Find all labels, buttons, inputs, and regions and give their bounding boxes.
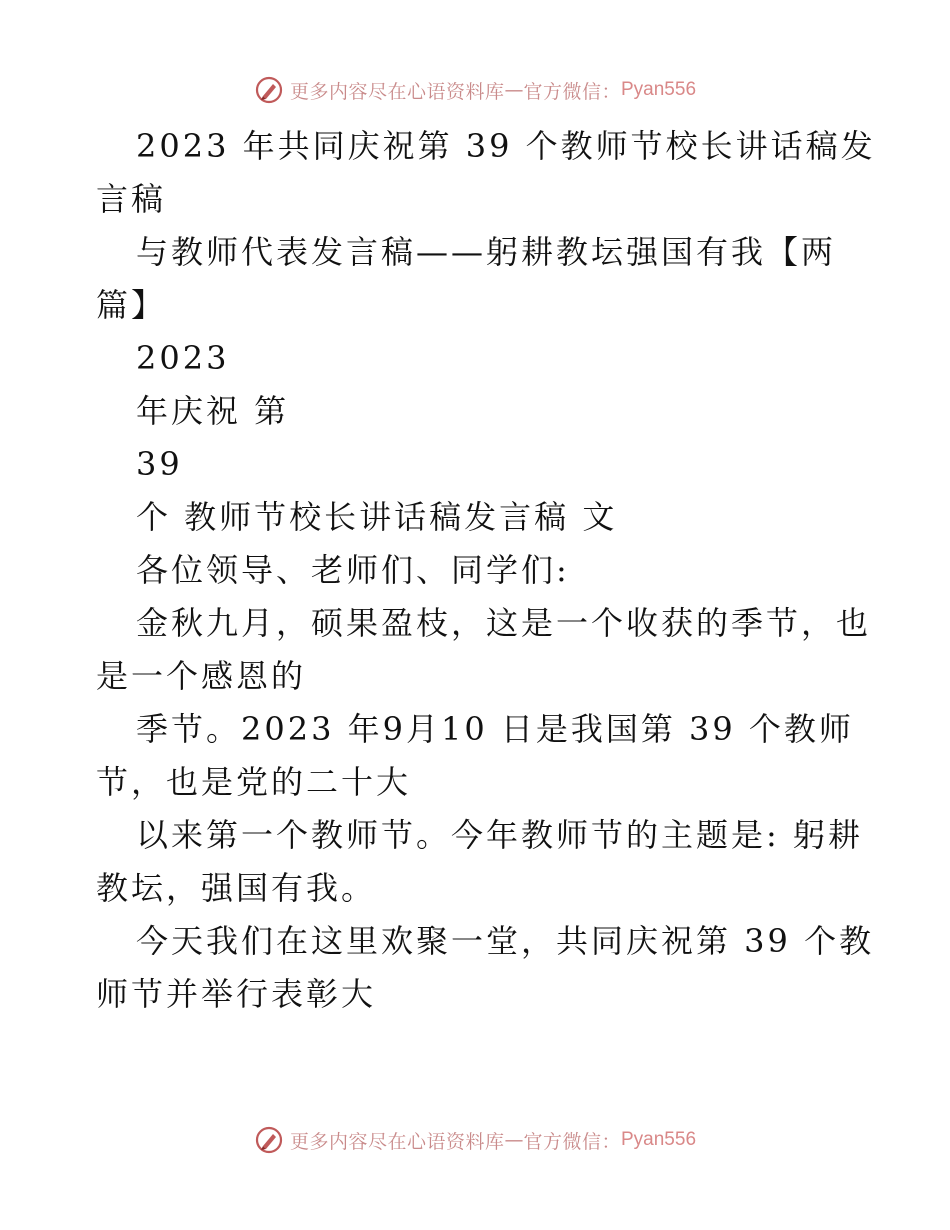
subtitle-line-2: 篇】: [96, 286, 167, 324]
watermark-wechat-id: Pyan556: [621, 1129, 697, 1150]
paragraph-line: 教坛，强国有我。: [96, 869, 377, 907]
title-line-2: 言稿: [96, 180, 167, 218]
paragraph-line: 节，也是党的二十大: [96, 763, 412, 801]
pen-logo-icon: [254, 75, 284, 105]
watermark-text: 更多内容尽在心语资料库: [289, 80, 505, 103]
paragraph-line: 季节。2023 年9月10 日是我国第 39 个教师: [136, 710, 854, 748]
watermark-separator: —: [504, 79, 524, 101]
title-line-1: 2023 年共同庆祝第 39 个教师节校长讲话稿发: [136, 127, 876, 165]
paragraph-line: 师节并举行表彰大: [96, 975, 377, 1013]
watermark-wechat-label: 官方微信：: [523, 1130, 621, 1153]
paragraph-line: 金秋九月，硕果盈枝，这是一个收获的季节，也: [136, 604, 872, 642]
watermark-wechat-id: Pyan556: [621, 79, 697, 100]
header-watermark: [0, 70, 950, 110]
subtitle-line-1: 与教师代表发言稿——躬耕教坛强国有我【两: [136, 233, 837, 271]
watermark-text: 更多内容尽在心语资料库: [289, 1130, 505, 1153]
watermark-separator: —: [504, 1129, 524, 1151]
paragraph-line: 今天我们在这里欢聚一堂，共同庆祝第 39 个教: [136, 922, 875, 960]
salutation-line: 各位领导、老师们、同学们:: [136, 551, 570, 589]
text-line: 年庆祝 第: [136, 392, 290, 430]
footer-watermark: [0, 1120, 950, 1160]
text-line: 39: [136, 445, 183, 483]
watermark-wechat-label: 官方微信：: [523, 80, 621, 103]
paragraph-line: 以来第一个教师节。今年教师节的主题是: 躬耕: [136, 816, 863, 854]
pen-logo-icon: [254, 1125, 284, 1155]
text-line: 个 教师节校长讲话稿发言稿 文: [136, 498, 618, 536]
text-line: 2023: [136, 339, 230, 377]
document-body: [96, 120, 876, 1021]
paragraph-line: 是一个感恩的: [96, 657, 307, 695]
